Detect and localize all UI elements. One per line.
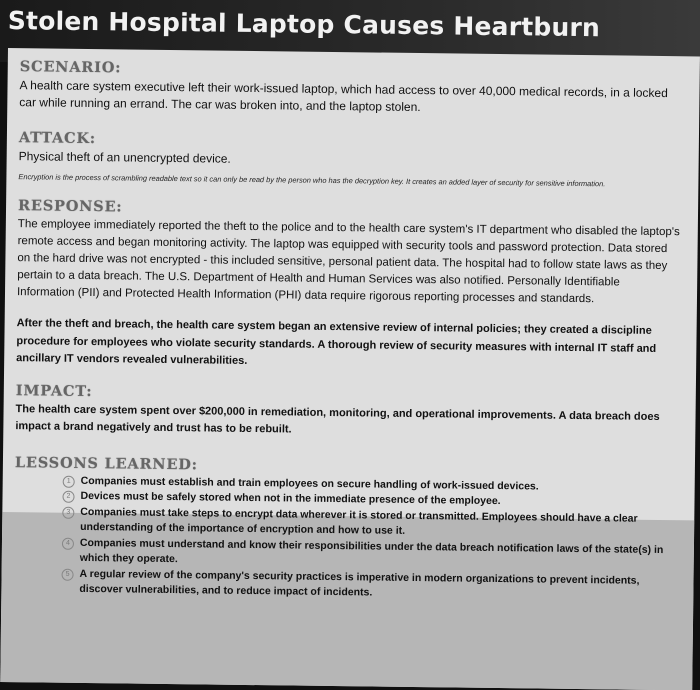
scenario-text: A health care system executive left their work-issued laptop, which had access to over 40,000 medical records, in a locked car while running an errand. The car was broken into, and the laptop stolen. [19,78,668,115]
lessons-heading: LESSONS LEARNED: [14,453,198,473]
page-title: Stolen Hospital Laptop Causes Heartburn [7,6,601,43]
lesson-text: Devices must be safely stored when not in the immediate presence of the employee. [80,489,501,508]
document-content [13,58,682,605]
lesson-text: Companies must take steps to encrypt data wherever it is stored or transmitted. Employees should have a clear understanding of the importance of encryption and how to use it. [80,505,638,537]
lesson-text: Companies must understand and know their responsibilities under the data breach notification laws of the state(s) in which they operate. [79,536,664,566]
impact-heading: IMPACT: [15,381,93,400]
lesson-text: Companies must establish and train employees on secure handling of work-issued devices. [80,474,539,493]
encryption-note: Encryption is the process of scrambling readable text so it can only be read by the person who has the decryption key. It creates an added layer of security for sensitive information. [18,172,606,189]
list-number: 1 [63,475,75,487]
impact-text: The health care system spent over $200,000 in remediation, monitoring, and operational improvements. A data breach does impact a brand negatively and trust has to be rebuilt. [15,402,660,436]
attack-heading: ATTACK: [18,129,97,148]
response-text: The employee immediately reported the theft to the police and to the health care system's IT department who disabled the laptop's remote access and began monitoring activity. The laptop was equipped with security tools and password protection. Data stored on the hard drive was not encrypted - this included sensitive, personal patient data. The hospital had to follow state laws as they pertain to a data breach. The U.S. Department of Health and Human Services was also notified. Personally Identifiable Information (PII) and Protected Health Information (PHI) data require rigorous reporting processes and standards. [16,218,680,306]
attack-text: Physical theft of an unencrypted device. [18,149,231,166]
lessons-list [13,473,676,605]
list-number: 3 [62,506,74,518]
document-sheet [0,48,700,690]
scenario-heading: SCENARIO: [19,58,122,77]
list-number: 2 [62,491,74,503]
response-heading: RESPONSE: [17,197,123,216]
list-number: 4 [62,537,74,549]
list-number: 5 [62,568,74,580]
response-followup-text: After the theft and breach, the health care system began an extensive review of internal policies; they created a discipline procedure for employees who violate security standards. A thorough review of security measures with internal IT staff and ancillary IT vendors revealed vulnerabilities. [16,317,657,367]
lesson-text: A regular review of the company's security practices is imperative in modern organizations to prevent incidents, discover vulnerabilities, and to reduce impact of incidents. [79,567,640,599]
